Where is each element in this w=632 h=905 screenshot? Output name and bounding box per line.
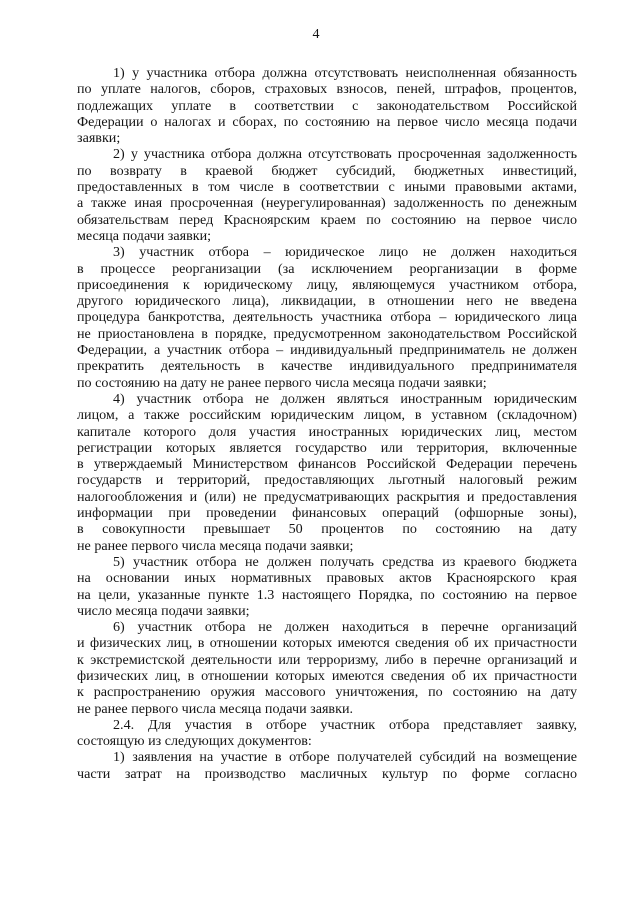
text-line: в утверждаемый Министерством финансов Российской Федерации перечень [77, 456, 577, 473]
text-line: на цели, указанные пункте 1.3 настоящего Порядка, по состоянию на первое [77, 586, 577, 603]
text-line: состоящую из следующих документов: [77, 733, 312, 750]
document-body [77, 65, 577, 782]
text-line: подлежащих уплате в соответствии с законодательством Российской [77, 97, 577, 114]
text-line: к экстремистской деятельности или терроризму, либо в перечне организаций и [77, 651, 577, 668]
text-line: Федерации, а участник отбора – индивидуальный предприниматель не должен [77, 342, 577, 359]
text-line: на основании иных нормативных правовых актов Красноярского края [77, 570, 577, 587]
text-line: по уплате налогов, сборов, страховых взносов, пеней, штрафов, процентов, [77, 81, 577, 98]
text-line: лицом, а также российским юридическим лицом, в уставном (складочном) [77, 407, 577, 424]
text-line: не ранее первого числа месяца подачи заявки; [77, 537, 354, 554]
text-line: 5) участник отбора не должен получать средства из краевого бюджета [113, 553, 577, 570]
text-line: а также иная просроченная (неурегулированная) задолженность по денежным [77, 195, 577, 212]
text-line: в процессе реорганизации (за исключением реорганизации в форме [77, 260, 577, 277]
text-line: месяца подачи заявки; [77, 227, 212, 244]
text-line: 2.4. Для участия в отборе участник отбора представляет заявку, [113, 716, 577, 733]
paragraph [77, 554, 577, 619]
text-line: по состоянию на дату не ранее первого числа месяца подачи заявки; [77, 374, 487, 391]
text-line: не ранее первого числа месяца подачи заявки. [77, 700, 354, 717]
text-line: 2) у участника отбора должна отсутствовать просроченная задолженность [113, 146, 577, 163]
text-line: налогообложения и (или) не предусматривающих раскрытия и предоставления [77, 488, 577, 505]
text-line: Федерации о налогах и сборах, по состоянию на первое число месяца подачи [77, 113, 577, 130]
text-line: 1) заявления на участие в отборе получателей субсидий на возмещение [113, 749, 577, 766]
text-line: другого юридического лица), ликвидации, в отношении него не введена [77, 293, 577, 310]
text-line: число месяца подачи заявки; [77, 602, 250, 619]
text-line: государств и территорий, предоставляющих льготный налоговый режим [77, 472, 577, 489]
text-line: не приостановлена в порядке, предусмотренном законодательством Российской [77, 325, 577, 342]
paragraph [77, 619, 577, 717]
text-line: части затрат на производство масличных культур по форме согласно [77, 765, 577, 782]
text-line: 1) у участника отбора должна отсутствовать неисполненная обязанность [113, 65, 577, 81]
text-line: информации при проведении финансовых операций (офшорные зоны), [77, 505, 577, 522]
text-line: процедура банкротства, деятельность участника отбора – юридического лица [77, 309, 577, 326]
text-line: прекратить деятельность в качестве индивидуального предпринимателя [77, 358, 577, 375]
text-line: предоставленных в том числе в соответствии с иными правовыми актами, [77, 179, 577, 196]
paragraph [77, 146, 577, 244]
paragraph [77, 244, 577, 391]
text-line: в совокупности превышает 50 процентов по состоянию на дату [77, 521, 577, 538]
text-line: к распространению оружия массового уничтожения, по состоянию на дату [77, 684, 577, 701]
text-line: 6) участник отбора не должен находиться в перечне организаций [113, 619, 577, 636]
text-line: 4) участник отбора не должен являться иностранным юридическим [113, 390, 577, 407]
paragraph [77, 717, 577, 750]
text-line: капитале которого доля участия иностранных юридических лиц, местом [77, 423, 577, 440]
text-line: регистрации которых является государство или территория, включенные [77, 439, 577, 456]
paragraph [77, 391, 577, 554]
paragraph [77, 65, 577, 146]
text-line: обязательствам перед Красноярским краем по состоянию на первое число [77, 211, 577, 228]
text-line: заявки; [77, 130, 121, 147]
text-line: физических лиц, в отношении которых имеются сведения об их причастности [77, 667, 577, 684]
text-line: и физических лиц, в отношении которых имеются сведения об их причастности [77, 635, 577, 652]
paragraph [77, 749, 577, 782]
text-line: 3) участник отбора – юридическое лицо не должен находиться [113, 244, 577, 261]
text-line: по возврату в краевой бюджет субсидий, бюджетных инвестиций, [77, 162, 577, 179]
page-number: 4 [312, 27, 320, 42]
text-line: присоединения к юридическому лицу, являющемуся участником отбора, [77, 276, 577, 293]
